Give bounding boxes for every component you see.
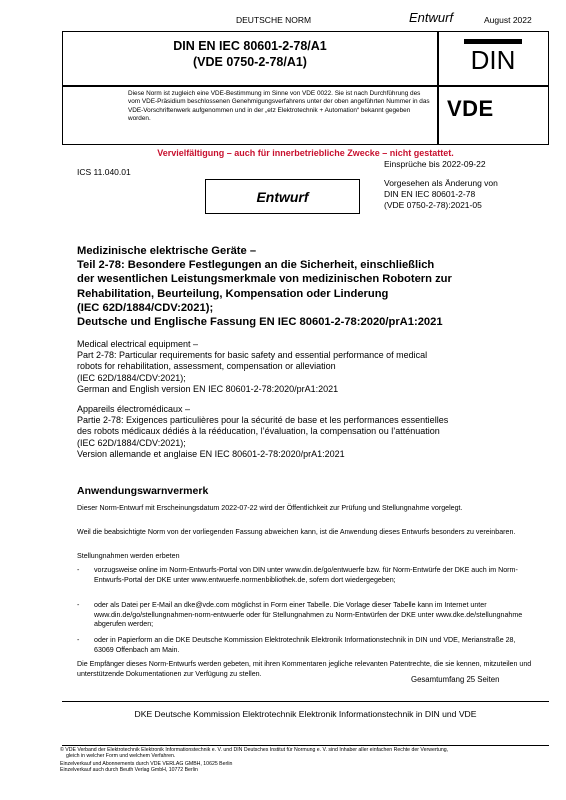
list-item: oder in Papierform an die DKE Deutsche Kommission Elektrotechnik Elektronik Informationstechnik in DIN und VDE, Merianstraße 28, 63069 Offenbach am Main. <box>94 636 516 654</box>
norm-label: DEUTSCHE NORM <box>236 15 312 25</box>
title-line: (IEC 62D/1884/CDV:2021); <box>77 301 214 314</box>
title-line: Medical electrical equipment – <box>77 339 199 349</box>
replacement-notice-line: Vorgesehen als Änderung von <box>384 178 498 188</box>
list-dash: - <box>77 601 80 609</box>
title-line: robots for rehabilitation, assessment, compensation or alleviation <box>77 361 336 372</box>
list-dash: - <box>77 566 80 574</box>
title-line: Part 2-78: Particular requirements for basic safety and essential performance of medical <box>77 350 428 361</box>
title-line: Rehabilitation, Beurteilung, Kompensation oder Linderung <box>77 287 389 300</box>
warning-paragraph: Stellungnahmen werden erbeten <box>77 552 180 560</box>
header-box-divider-horizontal <box>62 85 549 87</box>
title-line: Appareils électromédicaux – <box>77 404 191 414</box>
title-line: Version allemande et anglaise EN IEC 80601-2-78:2020/prA1:2021 <box>77 448 345 459</box>
title-line: (IEC 62D/1884/CDV:2021); <box>77 372 186 383</box>
document-id <box>63 38 437 70</box>
objection-deadline: Einsprüche bis 2022-09-22 <box>384 159 486 169</box>
title-french <box>77 404 547 460</box>
draft-stamp: Entwurf <box>205 179 360 214</box>
replacement-notice-line: (VDE 0750-2-78):2021-05 <box>384 200 482 210</box>
title-english <box>77 339 547 395</box>
title-line: Teil 2-78: Besondere Festlegungen an die Sicherheit, einschließlich <box>77 259 435 272</box>
title-line: Deutsche und Englische Fassung EN IEC 80601-2-78:2020/prA1:2021 <box>77 316 443 329</box>
din-logo-text: DIN <box>470 45 516 74</box>
title-line: der wesentlichen Leistungsmerkmale von medizinischen Robotern zur <box>77 273 452 286</box>
footer-line: © VDE Verband der Elektrotechnik Elektronik Informationstechnik e. V. und DIN Deutsches Institut für Normung e. V. sind Inhaber aller einfachen Rechte der Verwertung, <box>60 747 449 753</box>
replacement-notice <box>384 178 554 211</box>
footer-line: Einzelverkauf und Abonnements durch VDE VERLAG GMBH, 10625 Berlin <box>60 761 233 767</box>
ics-code: ICS 11.040.01 <box>77 167 131 177</box>
issue-date: August 2022 <box>484 15 532 25</box>
divider <box>62 701 549 702</box>
warning-paragraph: Die Empfänger dieses Norm-Entwurfs werden gebeten, mit ihren Kommentaren jegliche relevanten Patentrechte, die sie kennen, mitzuteilen und unterstützende Dokumentationen zur Verfügung zu stellen. <box>77 660 532 678</box>
dke-line: DKE Deutsche Kommission Elektrotechnik Elektronik Informationstechnik in DIN und VDE <box>134 709 477 719</box>
title-line: des robots médicaux dédiés à la rééducation, l’évaluation, la compensation ou l’atténuation <box>77 426 440 437</box>
list-item: oder als Datei per E-Mail an dke@vde.com möglichst in Form einer Tabelle. Die Vorlage dieser Tabelle kann im Internet unter www.din.de/go/stellungnahmen-norm-entwuerfe oder für Stellungnahmen zu Norm-Entwürfen der DKE unter www.dke.de/stellungnahme abgerufen werden; <box>94 601 523 629</box>
warning-paragraph: Dieser Norm-Entwurf mit Erscheinungsdatum 2022-07-22 wird der Öffentlichkeit zur Prüfung und Stellungnahme vorgelegt. <box>77 504 463 512</box>
list-dash: - <box>77 636 80 644</box>
header-box-divider-vertical <box>437 31 439 145</box>
list-item: vorzugsweise online im Norm-Entwurfs-Portal von DIN unter www.din.de/go/entwuerfe bzw. für Norm-Entwürfe der DKE auch im Norm-Entwurfs-Portal der DKE unter www.entwuerfe.normenbibliothek.de, sofern dort wiedergegeben; <box>94 566 518 584</box>
title-line: Medizinische elektrische Geräte – <box>77 245 257 257</box>
footer-line: gleich in welcher Form und welchem Verfahren. <box>66 753 176 759</box>
title-line: (IEC 62D/1884/CDV:2021); <box>77 437 186 448</box>
total-pages: Gesamtumfang 25 Seiten <box>411 675 500 684</box>
title-german <box>77 244 547 329</box>
din-logo <box>463 38 523 74</box>
replacement-notice-line: DIN EN IEC 80601-2-78 <box>384 189 476 199</box>
vde-logo: VDE <box>447 96 494 121</box>
document-id-din: DIN EN IEC 80601-2-78/A1 <box>173 39 327 53</box>
title-line: German and English version EN IEC 80601-2-78:2020/prA1:2021 <box>77 383 339 394</box>
document-id-vde: (VDE 0750-2-78/A1) <box>193 55 307 69</box>
divider <box>62 745 549 746</box>
warning-paragraph: Weil die beabsichtigte Norm von der vorliegenden Fassung abweichen kann, ist die Anwendung dieses Entwurfs besonders zu vereinbaren. <box>77 528 516 536</box>
title-line: Partie 2-78: Exigences particulières pour la sécurité de base et les performances essentielles <box>77 415 449 426</box>
footer-line: Einzelverkauf auch durch Beuth Verlag GmbH, 10772 Berlin <box>60 767 198 773</box>
warning-heading: Anwendungswarnvermerk <box>77 485 209 497</box>
copy-notice: Vervielfältigung – auch für innerbetriebliche Zwecke – nicht gestattet. <box>157 148 454 158</box>
status-label: Entwurf <box>409 10 454 25</box>
vde-notice: Diese Norm ist zugleich eine VDE-Bestimmung im Sinne von VDE 0022. Sie ist nach Durchführung des vom VDE-Präsidium beschlossenen Genehmigungsverfahrens unter der oben angeführten Nummer in das VDE-Vorschriftenwerk aufgenommen und in der „etz Elektrotechnik + Automation“ bekannt gegeben worden. <box>128 90 430 123</box>
